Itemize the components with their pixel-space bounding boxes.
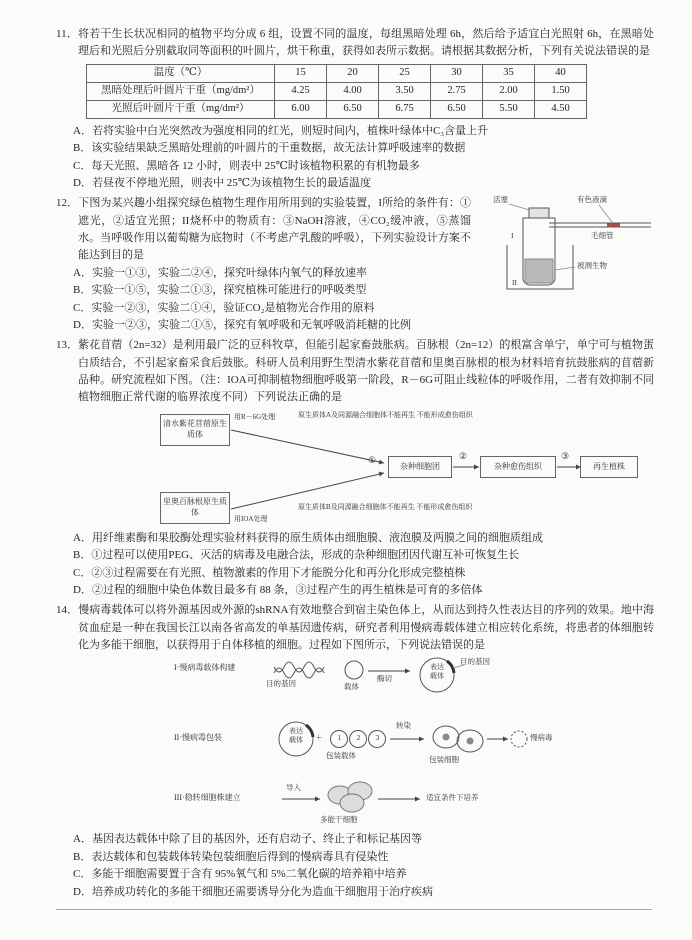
question-11 <box>56 26 654 192</box>
q11-option-a: A．若将实验中白光突然改为强度相同的红光，则短时间内，植株叶绿体中C₃含量上升 <box>73 124 489 137</box>
question-13-stem <box>56 337 654 407</box>
process-drawing <box>174 657 574 829</box>
table-cell: 20 <box>327 64 379 82</box>
question-11-stem <box>56 26 654 61</box>
treatment-r6g-label: 用R－6G处理 <box>234 412 276 421</box>
table-cell: 2.75 <box>431 82 483 100</box>
expression-vector-label-1: 表达载体 <box>430 663 444 681</box>
q14-option-b: B．表达载体和包装载体转染包装细胞后得到的慢病毒具有侵染性 <box>73 850 389 863</box>
note-protoplast-a: 原生质体A及同源融合细胞体不能再生 不能形成愈伤组织 <box>298 410 473 419</box>
question-12 <box>56 195 654 334</box>
q13-option-a: A．用纤维素酶和果胶酶处理实验材料获得的原生质体由细胞膜、液泡膜及两膜之间的细胞质组成 <box>73 531 543 544</box>
question-13-number: 13． <box>56 339 79 352</box>
table-cell: 6.50 <box>431 100 483 118</box>
q12-option-d: D．实验一②③，实验二①⑤，探究有氧呼吸和无氧呼吸消耗糖的比例 <box>73 318 411 331</box>
table-cell: 1.50 <box>535 82 587 100</box>
flask-i-label: I <box>511 231 514 241</box>
question-11-text: 将若干生长状况相同的植物平均分成 6 组，设置不同的温度，每组黑暗处理 6h，然后给予适宜白光照射 6h，在黑暗处理后和光照后分别截取同等面积的叶圆片，烘干称重，获得如表所示数据。请根据其数据分析，下列有关说法错误的是 <box>77 28 654 58</box>
apparatus-drawing <box>479 195 654 299</box>
regenerated-plant-box: 再生植株 <box>580 456 638 478</box>
q14-option-a: A．基因表达载体中除了目的基因外，还有启动子、终止子和标记基因等 <box>73 833 422 846</box>
drop-leader-line <box>599 205 612 222</box>
stopper-label: 活塞 <box>493 195 508 205</box>
row1-title: I·慢病毒载体构建 <box>174 663 236 673</box>
table-cell: 2.00 <box>483 82 535 100</box>
question-13-text: 紫花苜蓿（2n=32）是利用最广泛的豆科牧草，但能引起家畜鼓胀病。百脉根（2n=12）的根富含单宁，单宁可与植物蛋白质结合，不引起家畜采食后鼓胀。科研人员利用野生型清水紫花苜蓿和里奥百脉根的根为材料培育抗鼓胀病的苜蓿新品种。研究流程如下图。（注：IOA可抑制植物细胞呼吸第一阶段，R－6G可阻止线粒体的呼吸作用，二者有效抑制不同植物细胞正常代谢的临界浓度不同）下列说法正确的是 <box>78 339 655 404</box>
table-cell: 15 <box>275 64 327 82</box>
inject-label: 导入 <box>286 783 301 793</box>
target-gene-label-1: 目的基因 <box>266 679 296 689</box>
question-14-text: 慢病毒载体可以将外源基因或外源的shRNA有效地整合到宿主染色体上，从而达到持久性表达目的序列的效果。地中海贫血症是一种在我国长江以南各省高发的单基因遗传病，研究者利用慢病毒载体建立相应转化系统，将患者的体细胞转化为多能干细胞，以获得用于自体移植的细胞。过程如下图所示，下列说法错误的是 <box>78 604 654 651</box>
vector-circle <box>345 661 363 679</box>
organism-shape <box>525 259 553 283</box>
packaging-vector-number-3: 3 <box>375 734 380 743</box>
q13-option-c: C．②③过程需要在有光照、植物激素的作用下才能脱分化和再分化形成完整植株 <box>73 566 466 579</box>
table-cell: 6.00 <box>275 100 327 118</box>
capillary-label: 毛细管 <box>591 231 614 241</box>
table-cell: 4.00 <box>327 82 379 100</box>
dna-strand-1 <box>274 662 324 672</box>
question-13 <box>56 337 654 599</box>
q12-option-a: A．实验一①③，实验二②④，探究叶绿体内氧气的释放速率 <box>73 266 367 279</box>
lentivirus-shape <box>511 731 527 747</box>
q12-apparatus-diagram <box>479 195 654 299</box>
table-row-light-weight <box>87 100 587 118</box>
packaging-vector-number-1: 1 <box>337 734 342 743</box>
q12-option-c: C．实验一②③，实验二①④，验证CO₂是植物光合作用的原料 <box>73 301 375 314</box>
organism-label: 被测生物 <box>577 261 607 271</box>
packaging-vector-number-2: 2 <box>356 734 361 743</box>
q11-option-d: D．若昼夜不停地光照，则表中 25℃为该植物生长的最适温度 <box>73 176 371 189</box>
stem-cell-blob-3 <box>340 794 364 812</box>
table-cell: 光照后叶圆片干重（mg/dm²） <box>87 100 275 118</box>
culture-label: 适宜条件下培养 <box>426 793 479 803</box>
q14-option-d: D．培养成功转化的多能干细胞还需要诱导分化为造血干细胞用于治疗疾病 <box>73 885 433 898</box>
target-gene-label-2: 目的基因 <box>460 657 490 667</box>
plus-sign: ＋ <box>315 733 323 743</box>
q13-option-b: B．①过程可以使用PEG、灭活的病毒及电融合法，形成的杂种细胞团因代谢互补可恢复生长 <box>73 549 520 562</box>
question-14-number: 14． <box>56 604 79 617</box>
table-row-temperature <box>87 64 587 82</box>
hybrid-cell-box: 杂种细胞团 <box>388 456 452 478</box>
colored-drop-label: 有色液滴 <box>577 195 607 205</box>
lentivirus-label: 慢病毒 <box>530 733 553 743</box>
table-cell: 40 <box>535 64 587 82</box>
hybrid-callus-box: 杂种愈伤组织 <box>480 456 556 478</box>
table-cell: 6.75 <box>379 100 431 118</box>
dna-strand-2 <box>274 668 324 678</box>
table-row-dark-weight <box>87 82 587 100</box>
table-cell: 6.50 <box>327 100 379 118</box>
row3-title: III·稳转细胞株建立 <box>174 793 241 803</box>
note-protoplast-b: 原生质体B及同源融合细胞体不能再生 不能形成愈伤组织 <box>298 502 473 511</box>
packaging-cell-label: 包装细胞 <box>429 755 459 765</box>
table-cell: 3.50 <box>379 82 431 100</box>
q14-option-c: C．多能干细胞需要置于含有 95%氧气和 5%二氧化碳的培养箱中培养 <box>73 868 407 881</box>
table-cell: 黑暗处理后叶圆片干重（mg/dm²） <box>87 82 275 100</box>
q14-process-diagram <box>174 657 574 829</box>
row2-title: II·慢病毒包装 <box>174 733 222 743</box>
lotus-protoplast-box: 里奥百脉根原生质体 <box>160 492 230 524</box>
q13-flow-diagram <box>160 411 640 527</box>
enzyme-cut-label: 酶切 <box>377 674 392 684</box>
beaker-ii-label: II <box>512 278 517 288</box>
treatment-ioa-label: 用IOA处理 <box>234 514 268 523</box>
table-cell: 30 <box>431 64 483 82</box>
vector-label: 载体 <box>344 682 359 692</box>
page-footer-divider <box>56 909 652 910</box>
table-cell: 35 <box>483 64 535 82</box>
alfalfa-protoplast-box: 清水紫花苜蓿原生质体 <box>160 414 230 446</box>
question-14-stem <box>56 602 654 654</box>
arrow-alfalfa-to-fusion <box>231 430 384 463</box>
cell-nucleus-1 <box>443 734 450 741</box>
table-cell: 温度（℃） <box>87 64 275 82</box>
step3-circle-label: ③ <box>561 450 570 461</box>
packaging-vector-label: 包装载体 <box>326 751 356 761</box>
stem-cell-label: 多能干细胞 <box>320 815 358 825</box>
question-12-text: 下图为某兴趣小组探究绿色植物生理作用所用到的实验装置，I所给的条件有：①遮光，②适宜光照；II烧杯中的物质有：③NaOH溶液，④CO₂缓冲液，⑤蒸馏水。当呼吸作用以葡萄糖为底物时（不考虑产乳酸的呼吸），下列实验设计方案不能达到目的是 <box>78 197 471 262</box>
transfection-label: 转染 <box>396 721 411 731</box>
step1-circle-label: ① <box>368 454 377 465</box>
question-12-number: 12． <box>56 197 79 210</box>
organism-leader-line <box>555 267 575 270</box>
table-cell: 4.50 <box>535 100 587 118</box>
table-cell: 25 <box>379 64 431 82</box>
q11-option-b: B．该实验结果缺乏黑暗处理前的叶圆片的干重数据，故无法计算呼吸速率的数据 <box>73 142 466 155</box>
q13-option-d: D．②过程的细胞中染色体数目最多有 88 条，③过程产生的再生植株是可育的多倍体 <box>73 583 483 596</box>
table-cell: 5.50 <box>483 100 535 118</box>
question-11-number: 11． <box>56 28 78 40</box>
target-gene-segment-2 <box>306 725 313 737</box>
question-14 <box>56 602 654 901</box>
colored-drop-shape <box>607 224 620 228</box>
q12-option-b: B．实验一①⑤，实验二①③，探究植株可能进行的呼吸类型 <box>73 284 367 297</box>
q11-data-table <box>86 64 587 119</box>
table-cell: 4.25 <box>275 82 327 100</box>
stopper-shape <box>529 208 549 218</box>
cell-nucleus-2 <box>467 738 474 745</box>
step2-circle-label: ② <box>459 450 468 461</box>
q11-option-c: C．每天光照、黑暗各 12 小时，则表中 25℃时该植物积累的有机物最多 <box>73 159 420 172</box>
expression-vector-label-2: 表达载体 <box>289 727 303 745</box>
target-gene-segment <box>447 661 454 673</box>
